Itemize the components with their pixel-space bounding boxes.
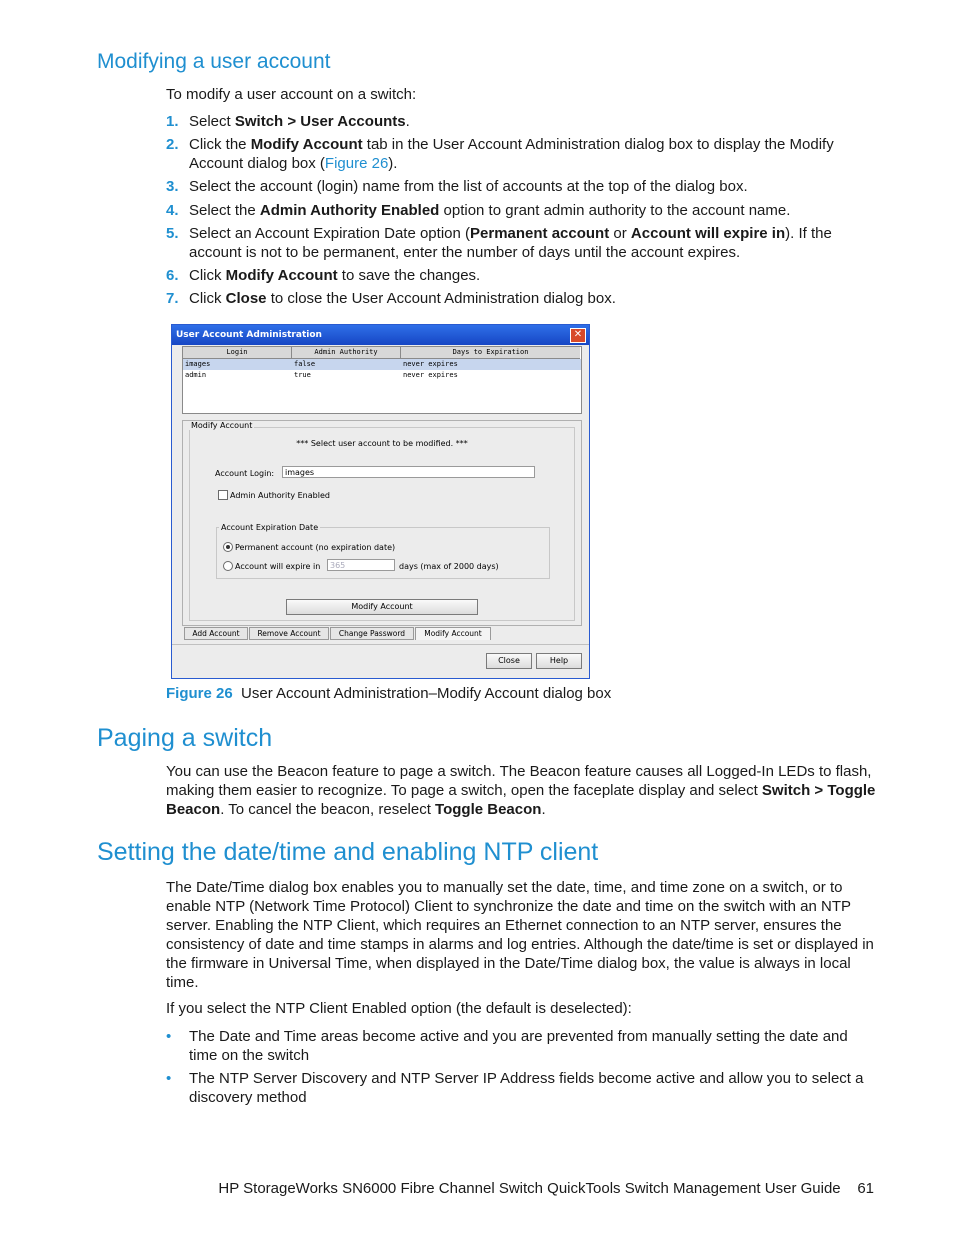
step-text: ). xyxy=(388,155,398,172)
figure-caption-text: User Account Administration–Modify Account dialog box xyxy=(241,685,612,702)
list-item-text: The NTP Server Discovery and NTP Server IP Address fields become active and allow you to select a discovery method xyxy=(189,1070,864,1106)
step-text: tab in the User Account Administration dialog box to display the Modify Account dialog box ( xyxy=(189,136,834,172)
table-cell: false xyxy=(294,360,316,368)
table-cell: true xyxy=(294,371,311,379)
step-text: or xyxy=(609,225,631,242)
expire-radio[interactable] xyxy=(223,561,233,571)
section-heading-paging: Paging a switch xyxy=(97,724,273,752)
account-login-field[interactable]: images xyxy=(282,466,535,478)
step-text: . xyxy=(405,113,410,130)
divider xyxy=(172,644,589,645)
step-text: Select the xyxy=(189,202,260,219)
column-header-login[interactable]: Login xyxy=(183,347,292,359)
step-3 xyxy=(166,177,876,196)
step-text: to close the User Account Administration dialog box. xyxy=(266,290,616,307)
days-hint: days (max of 2000 days) xyxy=(399,562,499,571)
step-4 xyxy=(166,201,876,220)
accounts-table xyxy=(182,346,582,414)
bullet-icon: • xyxy=(166,1028,172,1045)
step-bold: Close xyxy=(225,290,267,307)
select-notice: *** Select user account to be modified. *** xyxy=(296,439,468,448)
step-number: 2. xyxy=(166,136,179,153)
section-heading-date: Setting the date/time and enabling NTP client xyxy=(97,838,599,866)
step-bold: Permanent account xyxy=(470,225,610,242)
table-cell: admin xyxy=(185,371,207,379)
login-label: Account Login: xyxy=(215,469,275,478)
table-cell: never expires xyxy=(403,371,458,379)
close-icon[interactable]: ✕ xyxy=(570,328,586,343)
tab-change-password[interactable]: Change Password xyxy=(330,627,414,640)
modify-account-panel xyxy=(182,420,582,626)
tab-add-account[interactable]: Add Account xyxy=(184,627,248,640)
paging-paragraph xyxy=(166,762,878,819)
step-5 xyxy=(166,224,876,262)
step-text: Click the xyxy=(189,136,251,153)
figure-link[interactable]: Figure 26 xyxy=(324,155,389,172)
step-text: option to grant admin authority to the account name. xyxy=(439,202,791,219)
modify-account-button[interactable]: Modify Account xyxy=(286,599,478,615)
section-heading-modify: Modifying a user account xyxy=(97,50,331,73)
step-number: 5. xyxy=(166,225,179,242)
step-text: Click xyxy=(189,267,226,284)
step-text: to save the changes. xyxy=(337,267,481,284)
figure-caption xyxy=(166,684,611,703)
step-2 xyxy=(166,135,876,173)
table-cell: images xyxy=(185,360,211,368)
step-number: 3. xyxy=(166,178,179,195)
step-bold: Modify Account xyxy=(225,267,338,284)
step-text: Click xyxy=(189,290,226,307)
expire-label: Account will expire in xyxy=(235,562,321,571)
user-account-dialog xyxy=(171,324,590,679)
paging-bold: Switch > Toggle Beacon xyxy=(166,782,876,818)
close-button[interactable]: Close xyxy=(486,653,532,669)
page-footer xyxy=(218,1180,874,1197)
footer-title: HP StorageWorks SN6000 Fibre Channel Switch QuickTools Switch Management User Guide xyxy=(218,1180,841,1197)
date-paragraph-2: If you select the NTP Client Enabled option (the default is deselected): xyxy=(166,1000,632,1017)
column-header-admin[interactable]: Admin Authority xyxy=(292,347,401,359)
figure-label: Figure 26 xyxy=(166,685,233,702)
admin-authority-checkbox[interactable] xyxy=(218,490,228,500)
step-bold: Account will expire in xyxy=(630,225,786,242)
table-cell: never expires xyxy=(403,360,458,368)
tab-modify-account[interactable]: Modify Account xyxy=(415,627,491,640)
paging-bold: Toggle Beacon xyxy=(435,801,542,818)
step-number: 6. xyxy=(166,267,179,284)
step-text: ). If the account is not to be permanent, enter the number of days until the account expires. xyxy=(189,225,832,261)
dialog-title-bar[interactable] xyxy=(172,325,589,345)
step-bold: Switch > User Accounts xyxy=(234,113,406,130)
tab-remove-account[interactable]: Remove Account xyxy=(249,627,329,640)
step-bold: Modify Account xyxy=(250,136,363,153)
page-number: 61 xyxy=(857,1180,874,1197)
step-number: 4. xyxy=(166,202,179,219)
step-1 xyxy=(166,112,876,131)
intro-text: To modify a user account on a switch: xyxy=(166,86,417,103)
step-number: 1. xyxy=(166,113,179,130)
step-6 xyxy=(166,266,876,285)
permanent-label: Permanent account (no expiration date) xyxy=(235,543,396,552)
permanent-radio[interactable] xyxy=(223,542,233,552)
admin-authority-label: Admin Authority Enabled xyxy=(230,491,330,500)
expiration-group-label: Account Expiration Date xyxy=(221,523,319,532)
column-header-days[interactable]: Days to Expiration xyxy=(401,347,580,359)
date-paragraph-1: The Date/Time dialog box enables you to manually set the date, time, and time zone on a switch, or to enable NTP (Network Time Protocol) Client to synchronize the date and time on the switch with an NTP server. Enabling the NTP Client, which requires an Ethernet connection to an NTP server, ensures the consistency of date and time stamps in alarms and log entries. Although the date/time is set or displayed in the firmware in Universal Time, when displayed in the Date/Time dialog box, the value is always in local time. xyxy=(166,879,874,991)
days-field[interactable]: 365 xyxy=(327,559,395,571)
list-item-text: The Date and Time areas become active and you are prevented from manually setting the date and time on the switch xyxy=(189,1028,848,1064)
step-7 xyxy=(166,289,876,308)
help-button[interactable]: Help xyxy=(536,653,582,669)
step-text: Select the account (login) name from the list of accounts at the top of the dialog box. xyxy=(189,178,748,195)
bullet-icon: • xyxy=(166,1070,172,1087)
step-bold: Admin Authority Enabled xyxy=(259,202,440,219)
paging-text: . To cancel the beacon, reselect xyxy=(220,801,436,818)
dialog-title: User Account Administration xyxy=(176,330,322,340)
paging-text: You can use the Beacon feature to page a switch. The Beacon feature causes all Logged-In LEDs to flash, making them easier to recognize. To page a switch, open the faceplate display and select xyxy=(166,763,872,799)
list-item xyxy=(166,1027,876,1065)
panel-label: Modify Account xyxy=(191,421,253,430)
step-number: 7. xyxy=(166,290,179,307)
expiration-group xyxy=(216,527,550,579)
step-text: Select xyxy=(189,113,235,130)
step-text: Select an Account Expiration Date option ( xyxy=(189,225,471,242)
table-row[interactable] xyxy=(183,370,581,381)
list-item xyxy=(166,1069,876,1107)
table-row[interactable] xyxy=(183,359,581,370)
paging-text: . xyxy=(541,801,546,818)
